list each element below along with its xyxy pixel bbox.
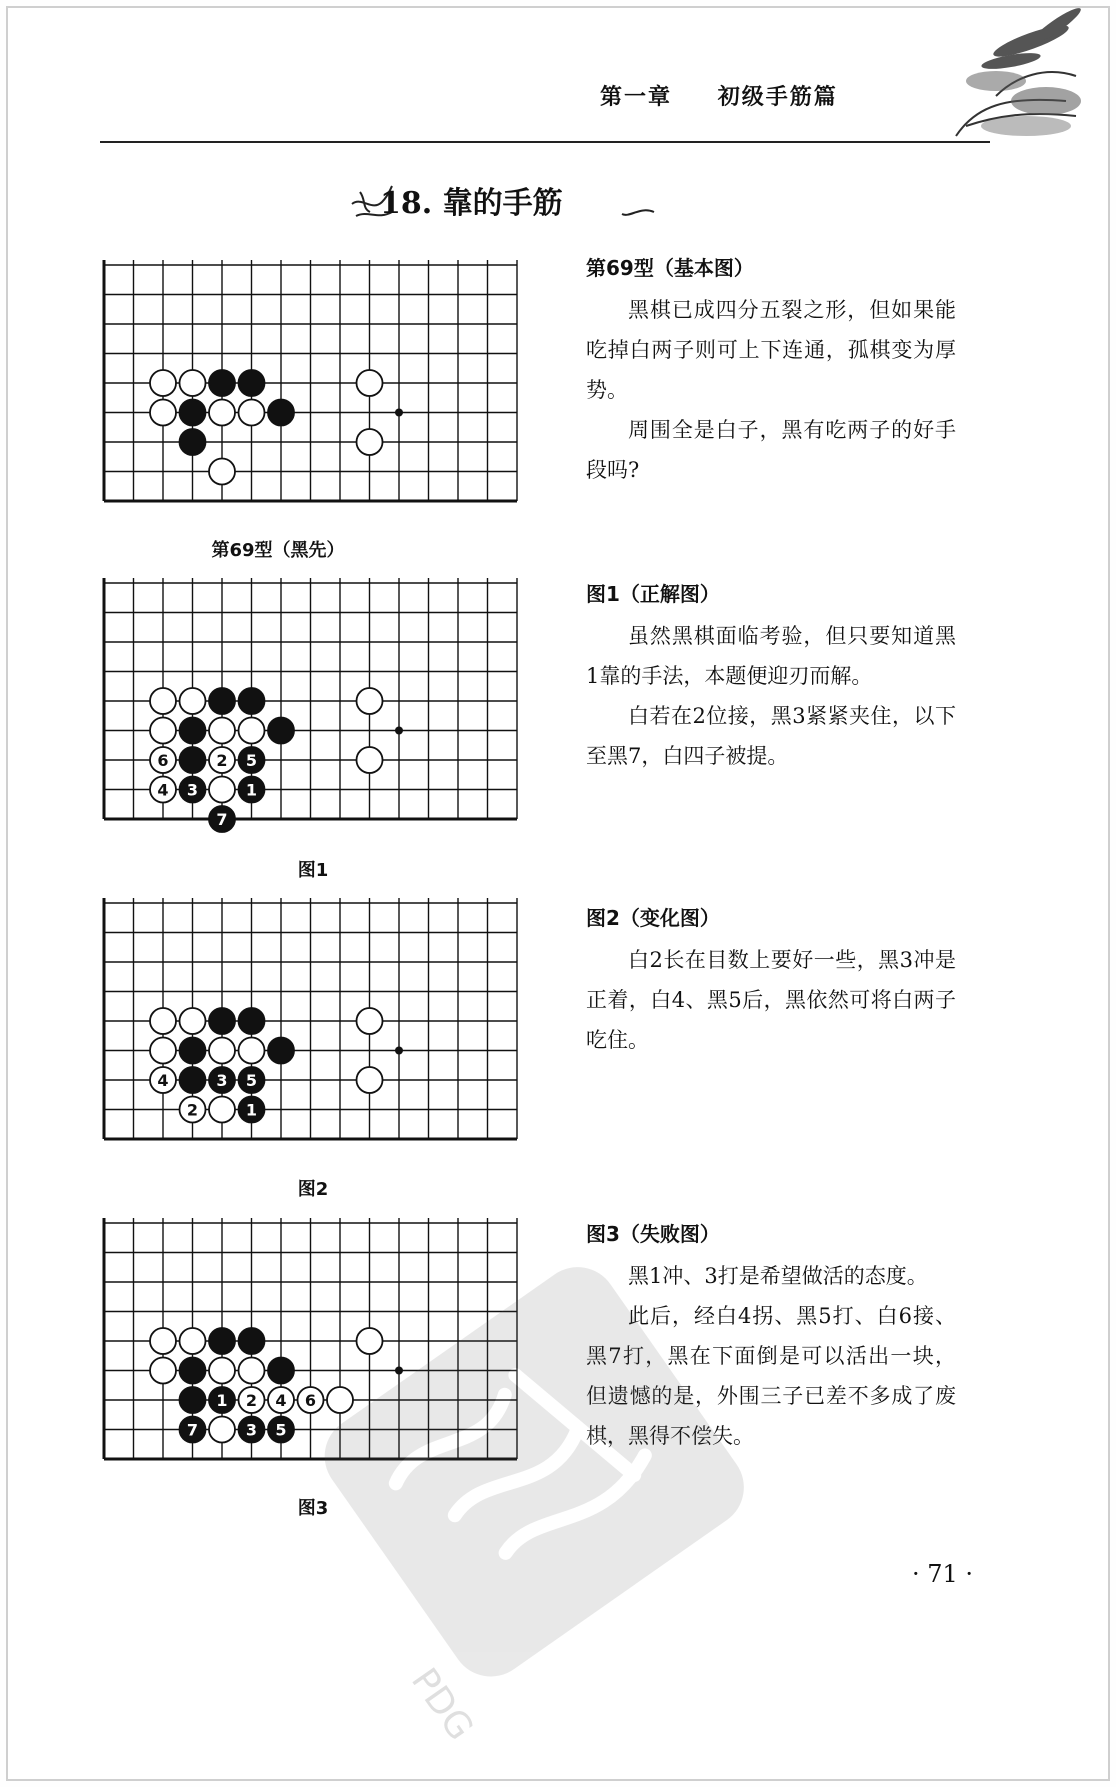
hoshi-point [395,1367,403,1375]
black-stone [268,1038,294,1064]
header-rule [100,141,990,143]
white-stone [150,370,176,396]
black-stone [209,688,235,714]
black-stone [180,400,206,426]
white-stone [298,1387,324,1413]
move-number: 7 [186,1420,199,1440]
white-stone [239,1358,265,1384]
white-stone [209,400,235,426]
problem-paragraph: 黑棋已成四分五裂之形，但如果能吃掉白两子则可上下连通，孤棋变为厚势。 [586,298,956,402]
black-stone [239,1067,265,1093]
black-stone [268,1417,294,1443]
white-stone [180,1097,206,1123]
problem-text [586,248,956,490]
hoshi-point [395,727,403,735]
move-number: 6 [304,1391,317,1410]
white-stone [357,1328,383,1354]
white-stone [209,1097,235,1123]
black-stone [180,1067,206,1093]
white-stone [209,777,235,803]
white-stone [150,1008,176,1034]
white-stone [150,1358,176,1384]
move-number: 3 [186,780,199,800]
move-number: 5 [245,751,258,770]
white-stone [150,777,176,803]
white-stone [239,400,265,426]
white-stone [209,1417,235,1443]
white-stone [239,718,265,744]
black-stone [209,1328,235,1354]
white-stone [357,370,383,396]
fig1-text [586,574,956,776]
fig3-heading: 图3（失败图） [586,1222,720,1246]
white-stone [357,1067,383,1093]
fig1-heading: 图1（正解图） [586,582,720,606]
title-flourish [620,200,660,220]
white-stone [327,1387,353,1413]
fig3-text [586,1214,956,1456]
fig2-paragraph: 白2长在目数上要好一些，黑3冲是正着，白4、黑5后，黑依然可将白两子吃住。 [586,948,956,1052]
go-board-fig2 [98,898,556,1173]
black-stone [209,370,235,396]
move-number: 6 [157,751,169,770]
black-stone [239,688,265,714]
black-stone [239,1008,265,1034]
white-stone [150,1328,176,1354]
black-stone [180,718,206,744]
move-number: 2 [245,1391,258,1410]
black-stone [180,1417,206,1443]
white-stone [150,688,176,714]
move-number: 4 [275,1391,287,1410]
white-stone [357,747,383,773]
hoshi-point [395,409,403,417]
fig2-caption: 图2 [297,1179,329,1200]
black-stone [239,370,265,396]
fig2-heading: 图2（变化图） [586,906,720,930]
move-number: 2 [186,1100,199,1120]
white-stone [268,1387,294,1413]
black-stone [239,1328,265,1354]
fig1-caption: 图1 [297,860,329,881]
page-number: · 71 · [912,1560,974,1588]
fig3-caption: 图3 [297,1498,329,1519]
fig1-paragraph: 虽然黑棋面临考验，但只要知道黑1靠的手法，本题便迎刃而解。 [586,624,956,688]
white-stone [239,1038,265,1064]
white-stone [357,1008,383,1034]
move-number: 2 [216,751,228,770]
black-stone [180,429,206,455]
white-stone [180,688,206,714]
move-number: 1 [245,780,258,800]
go-board-fig3 [98,1218,556,1493]
fig3-paragraph: 此后，经白4拐、黑5打、白6接、黑7打，黑在下面倒是可以活出一块，但遗憾的是，外围三子已差不多成了废棋，黑得不偿失。 [586,1304,956,1448]
black-stone [209,1008,235,1034]
black-stone [180,1038,206,1064]
black-stone [268,400,294,426]
black-stone [209,806,235,832]
fig3-paragraph: 黑1冲、3打是希望做活的态度。 [628,1264,928,1288]
move-number: 5 [245,1071,258,1090]
move-number: 4 [157,1071,169,1090]
black-stone [239,747,265,773]
white-stone [209,1038,235,1064]
fig1-paragraph: 白若在2位接，黑3紧紧夹住，以下至黑7，白四子被提。 [586,704,956,768]
black-stone [180,1358,206,1384]
section-title: 18. 靠的手筋 [380,186,563,221]
white-stone [150,718,176,744]
black-stone [209,1387,235,1413]
move-number: 1 [216,1391,228,1410]
white-stone [209,1358,235,1384]
black-stone [239,1097,265,1123]
problem-caption: 第69型（黑先） [211,540,345,561]
black-stone [268,1358,294,1384]
white-stone [180,1008,206,1034]
white-stone [150,1038,176,1064]
go-board-problem [98,260,556,535]
go-board-fig1 [98,578,556,853]
white-stone [357,429,383,455]
white-stone [150,1067,176,1093]
white-stone [357,688,383,714]
fig2-text [586,898,956,1060]
white-stone [209,718,235,744]
problem-heading: 第69型（基本图） [586,256,754,280]
black-stone [268,718,294,744]
white-stone [180,370,206,396]
running-header [600,80,838,111]
black-stone [209,1067,235,1093]
black-stone [180,777,206,803]
white-stone [180,1328,206,1354]
move-number: 3 [245,1420,258,1440]
white-stone [239,1387,265,1413]
black-stone [180,1387,206,1413]
white-stone [209,459,235,485]
white-stone [150,747,176,773]
move-number: 5 [275,1420,287,1440]
problem-paragraph: 周围全是白子，黑有吃两子的好手段吗? [586,418,956,482]
white-stone [150,400,176,426]
move-number: 3 [216,1071,228,1090]
move-number: 1 [245,1100,258,1120]
white-stone [209,747,235,773]
header-chapter: 第一章 [600,85,673,110]
decorative-illustration [936,6,1086,156]
header-title: 初级手筋篇 [717,85,838,110]
move-number: 7 [216,810,228,829]
black-stone [180,747,206,773]
hoshi-point [395,1047,403,1055]
black-stone [239,777,265,803]
black-stone [239,1417,265,1443]
move-number: 4 [157,780,169,800]
